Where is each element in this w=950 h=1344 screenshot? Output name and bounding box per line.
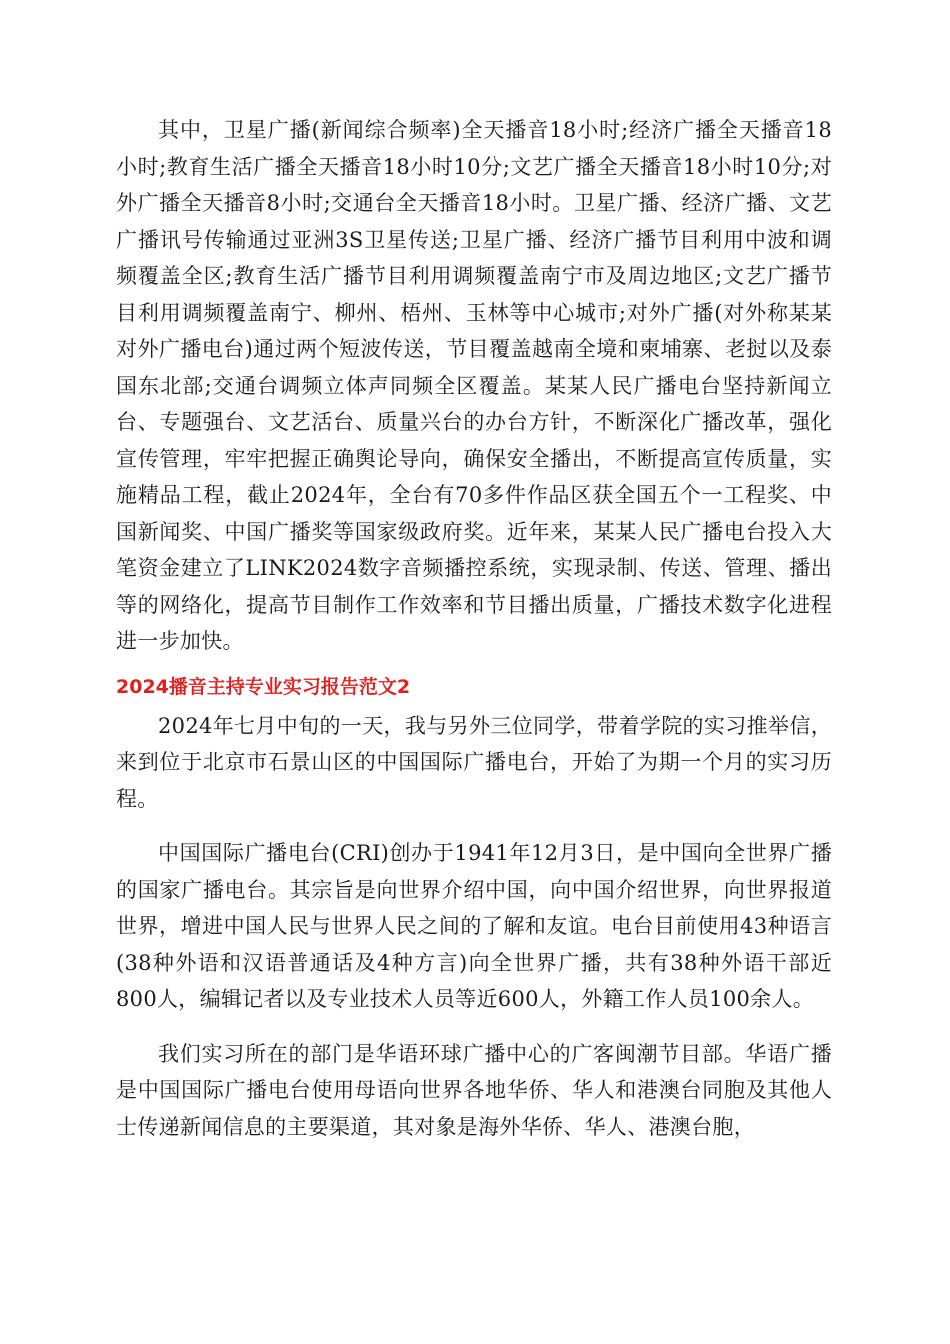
body-paragraph: 其中，卫星广播(新闻综合频率)全天播音18小时;经济广播全天播音18小时;教育生活广播全天播音18小时10分;文艺广播全天播音18小时10分;对外广播全天播音8小时;交通台全天播音18小时。卫星广播、经济广播、文艺广播讯号传输通过亚洲3S卫星传送;卫星广播、经济广播节目利用中波和调频覆盖全区;教育生活广播节目利用调频覆盖南宁市及周边地区;文艺广播节目利用调频覆盖南宁、柳州、梧州、玉林等中心城市;对外广播(对外称某某对外广播电台)通过两个短波传送，节目覆盖越南全境和柬埔寨、老挝以及泰国东北部;交通台调频立体声同频全区覆盖。某某人民广播电台坚持新闻立台、专题强台、文艺活台、质量兴台的办台方针，不断深化广播改革，强化宣传管理，牢牢把握正确舆论导向，确保安全播出，不断提高宣传质量，实施精品工程，截止2024年，全台有70多件作品区获全国五个一工程奖、中国新闻奖、中国广播奖等国家级政府奖。近年来，某某人民广播电台投入大笔资金建立了LINK2024数字音频播控系统，实现录制、传送、管理、播出等的网络化，提高节目制作工作效率和节目播出质量，广播技术数字化进程进一步加快。 [116, 118, 832, 653]
body-paragraph: 我们实习所在的部门是华语环球广播中心的广客闽潮节目部。华语广播是中国国际广播电台使用母语向世界各地华侨、华人和港澳台同胞及其他人士传递新闻信息的主要渠道，其对象是海外华侨、华人、港澳台胞， [116, 1041, 832, 1139]
document-body [116, 112, 832, 1145]
section-heading: 2024播音主持专业实习报告范文2 [116, 675, 411, 698]
body-paragraph: 中国国际广播电台(CRI)创办于1941年12月3日，是中国向全世界广播的国家广播电台。其宗旨是向世界介绍中国，向中国介绍世界，向世界报道世界，增进中国人民与世界人民之间的了解和友谊。电台目前使用43种语言(38种外语和汉语普通话及4种方言)向全世界广播，共有38种外语干部近800人，编辑记者以及专业技术人员等近600人，外籍工作人员100余人。 [116, 841, 832, 1011]
body-paragraph: 2024年七月中旬的一天，我与另外三位同学，带着学院的实习推举信，来到位于北京市石景山区的中国国际广播电台，开始了为期一个月的实习历程。 [116, 713, 832, 811]
